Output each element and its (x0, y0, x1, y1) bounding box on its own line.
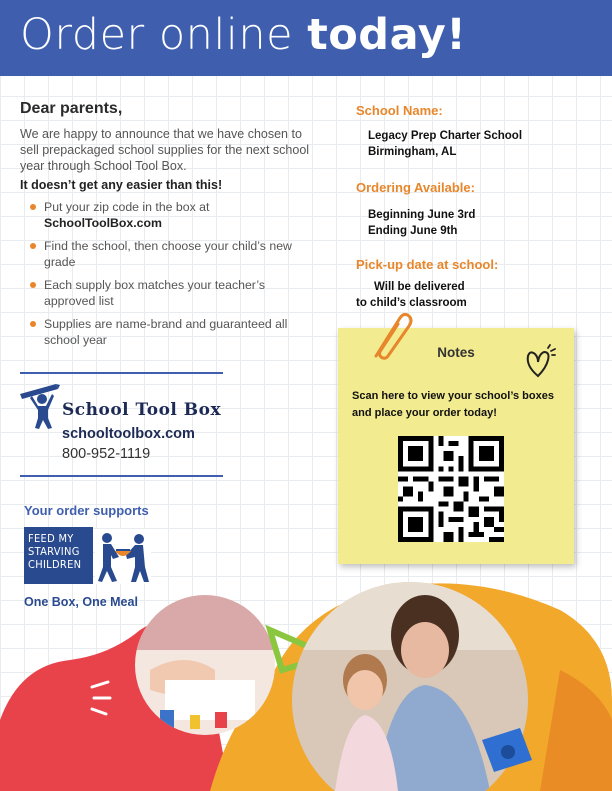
list-item (28, 277, 313, 309)
charity-logo-line: FEED MY (28, 532, 74, 545)
bullet-dot-icon (30, 243, 36, 249)
ordering-label: Ordering Available: (356, 180, 475, 195)
note-title: Notes (437, 345, 475, 360)
pickup-line: to child’s classroom (356, 297, 467, 309)
tagline: It doesn’t get any easier than this! (20, 178, 223, 192)
charity-logo-line: CHILDREN (28, 558, 82, 571)
bullet-text: Put your zip code in the box at (44, 200, 210, 214)
bullet-text: Each supply box matches your teacher’s approved list (44, 278, 266, 308)
pickup-label: Pick-up date at school: (356, 257, 499, 272)
brand-phone: 800-952-1119 (62, 446, 151, 462)
divider-top (20, 372, 223, 374)
steps-list (28, 199, 313, 355)
school-photo-collage (0, 570, 612, 791)
list-item (28, 199, 313, 231)
school-name-value (368, 128, 522, 160)
bullet-link-text: SchoolToolBox.com (44, 216, 162, 230)
paperclip-icon (366, 310, 414, 360)
qr-code-icon[interactable] (398, 436, 504, 542)
doodle-heart-icon (522, 344, 556, 380)
divider-bottom (20, 475, 223, 477)
bullet-text: Supplies are name-brand and guaranteed all school year (44, 317, 288, 347)
bullet-dot-icon (30, 282, 36, 288)
school-name-label: School Name: (356, 103, 443, 118)
school-city-line: Birmingham, AL (368, 146, 457, 158)
child-holding-pencil-icon (18, 382, 60, 430)
bullet-dot-icon (30, 321, 36, 327)
header-title-bold: today! (307, 10, 467, 60)
pickup-value (356, 279, 467, 311)
pickup-line: Will be delivered (374, 281, 465, 293)
note-text: Scan here to view your school’s boxes and place your order today! (352, 390, 554, 419)
supports-label: Your order supports (24, 503, 149, 518)
header-title-light: Order online (20, 10, 308, 60)
charity-logo-line: STARVING (28, 545, 80, 558)
school-name-line: Legacy Prep Charter School (368, 130, 523, 142)
intro-paragraph: We are happy to announce that we have chosen to sell prepackaged school supplies for the next school year through School Tool Box. (20, 127, 310, 173)
ordering-end: Ending June 9th (368, 225, 458, 237)
ordering-start: Beginning June 3rd (368, 209, 476, 221)
charity-slogan: One Box, One Meal (24, 595, 138, 609)
list-item (28, 238, 313, 270)
list-item (28, 316, 313, 348)
ordering-dates (368, 207, 475, 239)
greeting: Dear parents, (20, 100, 123, 117)
bullet-dot-icon (30, 204, 36, 210)
brand-name: School Tool Box (62, 400, 222, 420)
page-header (0, 0, 612, 76)
brand-url[interactable]: schooltoolbox.com (62, 426, 195, 442)
bullet-text: Find the school, then choose your child’s new grade (44, 239, 292, 269)
